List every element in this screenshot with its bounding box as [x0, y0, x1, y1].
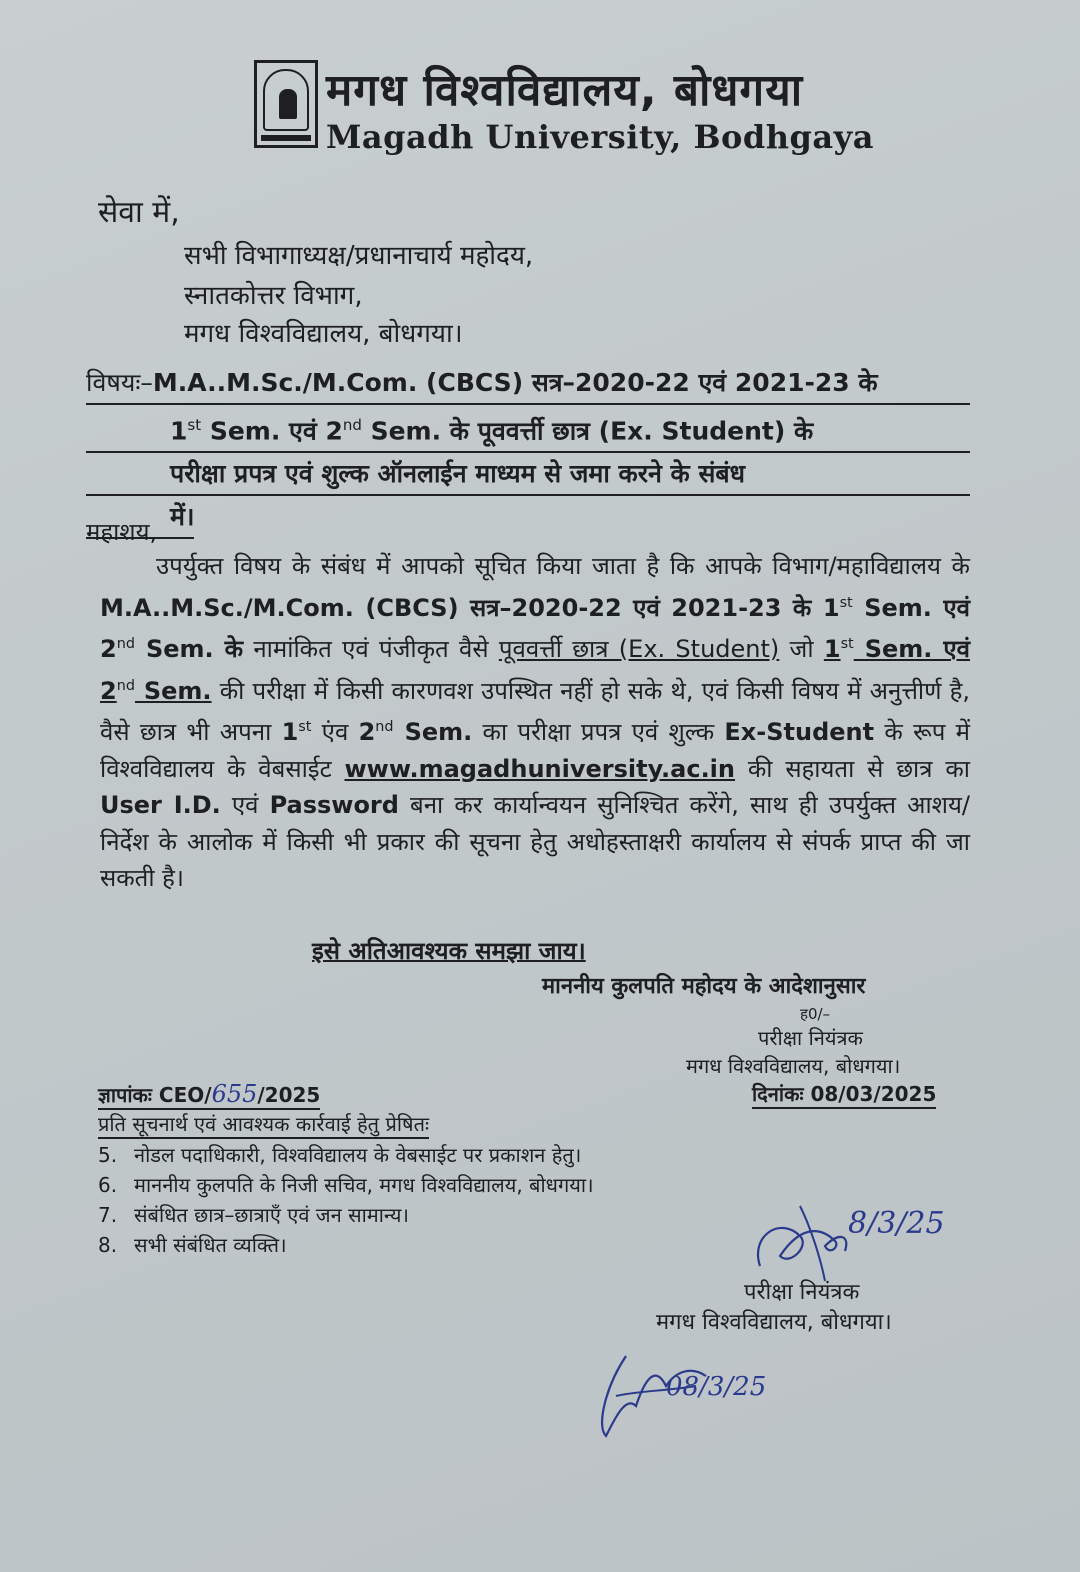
body-password: Password [269, 791, 399, 819]
body-text-10: बना कर कार्यान्वयन सुनिश्चित करेंगे, साथ ही उपर्युक्त आशय/निर्देश के आलोक में किसी भी प्रकार की सूचना हेतु अधोहस्ताक्षरी कार्यालय से संपर्क प्राप्त की जा सकती है। [100, 791, 971, 892]
body-text-1: उपर्युक्त विषय के संबंध में आपको सूचित किया जाता है कि आपके विभाग/महाविद्यालय के [156, 552, 970, 580]
list-text: नोडल पदाधिकारी, विश्वविद्यालय के वेबसाईट पर प्रकाशन हेतु। [134, 1143, 582, 1167]
subject-label: विषयः– [86, 368, 153, 397]
order-line: माननीय कुलपति महोदय के आदेशानुसार [542, 974, 866, 999]
body-sup-2: nd [116, 636, 135, 652]
body-sem-6: Sem. [393, 718, 473, 746]
list-number: 7. [98, 1203, 118, 1227]
list-number: 6. [98, 1173, 118, 1197]
university-name-1: मगध विश्वविद्यालय, बोधगया। [686, 1054, 901, 1078]
body-sup-5: st [298, 719, 312, 735]
body-sem-1: 1 [823, 635, 841, 663]
memo-date: दिनांकः 08/03/2025 [752, 1080, 936, 1109]
body-sup-6: nd [375, 719, 394, 735]
body-ex-student-bold: Ex-Student [724, 718, 875, 746]
list-item [98, 1140, 594, 1170]
list-text: सभी संबंधित व्यक्ति। [134, 1233, 287, 1257]
body-bold-sem-b: Sem. के [134, 635, 244, 663]
subject-sup-st: st [187, 416, 202, 434]
body-bold-sem-a: Sem. एवं 2 [100, 593, 970, 663]
address-line-2: स्नातकोत्तर विभाग, [184, 281, 363, 311]
copy-list [98, 1140, 594, 1260]
body-text-6: का परीक्षा प्रपत्र एवं शुल्क [472, 718, 725, 746]
body-sem-2: Sem. एवं 2 [100, 635, 971, 705]
body-sup-4: nd [116, 677, 135, 694]
copy-to-heading: प्रति सूचनार्थ एवं आवश्यक कार्रवाई हेतु प्रेषितः [98, 1110, 429, 1139]
body-sem-4: 1 [281, 718, 299, 746]
controller-title-1: परीक्षा नियंत्रक [758, 1026, 863, 1050]
university-emblem-icon [254, 60, 318, 148]
address-line-3: मगध विश्वविद्यालय, बोधगया। [184, 319, 463, 349]
university-name-2: मगध विश्वविद्यालय, बोधगया। [656, 1310, 892, 1335]
letterhead-title-english: Magadh University, Bodhgaya [326, 118, 874, 156]
memo-year: /2025 [257, 1083, 321, 1107]
list-item [98, 1200, 594, 1230]
subject-line-2c: Sem. के पूववर्त्ती छात्र (Ex. Student) के [361, 416, 814, 446]
body-sem-5: 2 [358, 718, 376, 746]
body-sem-3: Sem. [134, 676, 212, 705]
urgent-note: इसे अतिआवश्यक समझा जाय। [312, 937, 586, 965]
subject-block [86, 362, 970, 539]
subject-line-2a: 1 [170, 416, 188, 446]
subject-line-1: M.A..M.Sc./M.Com. (CBCS) सत्र–2020-22 एवं 2021-23 के [152, 368, 878, 397]
body-paragraph [100, 548, 970, 897]
list-text: माननीय कुलपति के निजी सचिव, मगध विश्वविद्यालय, बोधगया। [134, 1173, 594, 1197]
body-text-7: के रूप में विश्वविद्यालय के वेबसाईट [100, 718, 971, 783]
subject-sup-nd: nd [342, 416, 362, 434]
body-text-8: की सहायता से छात्र का [735, 754, 970, 783]
memo-handwritten-number: 655 [211, 1080, 258, 1108]
body-text-5: एंव [311, 718, 359, 746]
list-text: संबंधित छात्र–छात्राएँ एवं जन सामान्य। [134, 1203, 410, 1227]
subject-line-3: परीक्षा प्रपत्र एवं शुल्क ऑनलाईन माध्यम से जमा करने के संबंध [170, 459, 745, 489]
body-text-9: एवं [220, 791, 270, 819]
memo-label: ज्ञापांकः CEO/ [98, 1083, 212, 1107]
signed-short: ह0/– [800, 1005, 831, 1023]
list-number: 8. [98, 1233, 118, 1257]
controller-title-2: परीक्षा नियंत्रक [744, 1280, 860, 1305]
body-ex-student-underlined: पूववर्त्ती छात्र (Ex. Student) [498, 635, 780, 663]
list-number: 5. [98, 1143, 118, 1167]
list-item [98, 1230, 594, 1260]
subject-line-4: में। [170, 502, 195, 532]
memo-number [98, 1080, 320, 1110]
greeting: महाशय, [86, 518, 158, 546]
body-text-3: जो [779, 635, 824, 663]
list-item [98, 1170, 594, 1200]
website-link[interactable]: www.magadhuniversity.ac.in [344, 754, 735, 783]
subject-line-2b: Sem. एवं 2 [201, 416, 343, 446]
signature-2-date: 08/3/25 [666, 1372, 767, 1402]
body-user-id: User I.D. [100, 791, 221, 819]
body-sup-1: st [839, 594, 853, 611]
salutation-to: सेवा में, [98, 195, 180, 230]
signature-1-date: 8/3/25 [848, 1206, 945, 1241]
body-text-4: की परीक्षा में किसी कारणवश उपस्थित नहीं हो सके थे, एवं किसी विषय में अनुत्तीर्ण है, वैसे छात्र भी अपना [100, 676, 970, 746]
address-line-1: सभी विभागाध्यक्ष/प्रधानाचार्य महोदय, [184, 241, 534, 271]
letterhead-title-hindi: मगध विश्वविद्यालय, बोधगया [326, 65, 804, 116]
body-sup-3: st [840, 636, 854, 652]
body-bold-course: M.A..M.Sc./M.Com. (CBCS) सत्र–2020-22 एवं 2021-23 के 1 [100, 593, 840, 622]
body-text-2: नामांकित एवं पंजीकृत वैसे [243, 635, 499, 663]
